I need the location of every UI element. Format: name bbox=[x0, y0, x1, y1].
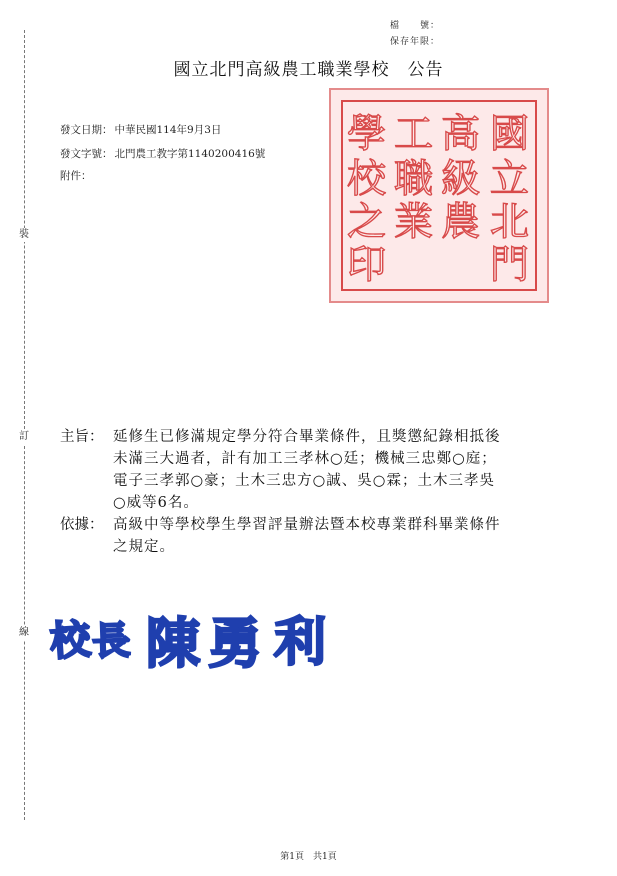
issue-date-label: 發文日期： bbox=[60, 124, 113, 136]
seal-char-col1-d: 門 bbox=[489, 243, 530, 289]
signature-char-4: 勇 bbox=[208, 611, 262, 675]
binding-mark-ding: 訂 bbox=[15, 430, 33, 444]
seal-char-col3-c: 業 bbox=[393, 200, 434, 246]
seal-char-col2-a: 高 bbox=[440, 112, 481, 158]
subject-paragraph bbox=[60, 426, 580, 516]
issue-number-label: 發文字號： bbox=[60, 148, 113, 160]
seal-char-col4-d: 印 bbox=[346, 243, 387, 289]
signature-char-1: 校 bbox=[48, 615, 92, 666]
seal-char-col4-c: 之 bbox=[346, 200, 387, 246]
binding-mark-xian: 線 bbox=[15, 626, 33, 640]
seal-char-col1-b: 立 bbox=[489, 157, 530, 203]
basis-line: 之規定。 bbox=[113, 539, 175, 555]
official-seal bbox=[329, 88, 549, 303]
seal-char-col3-a: 工 bbox=[393, 112, 434, 158]
subject-label: 主旨： bbox=[60, 429, 104, 445]
subject-line: 未滿三大過者，計有加工三孝林○廷；機械三忠鄭○庭； bbox=[113, 451, 497, 467]
retention-period-label: 保存年限： bbox=[390, 37, 441, 47]
subject-text bbox=[113, 426, 583, 514]
seal-frame bbox=[341, 100, 537, 291]
issue-date-row bbox=[60, 122, 223, 137]
subject-line: 電子三孝郭○豪；土木三忠方○誠、吳○霖；土木三孝吳 bbox=[113, 473, 495, 489]
signature-char-5: 利 bbox=[274, 612, 327, 673]
issue-date-value: 中華民國114年9月3日 bbox=[114, 124, 222, 136]
file-number-label: 檔 號： bbox=[390, 21, 441, 31]
attachment-label: 附件： bbox=[60, 170, 92, 182]
issue-number-value: 北門農工教字第1140200416號 bbox=[114, 148, 266, 160]
page-number: 第1頁 共1頁 bbox=[280, 852, 337, 862]
seal-char-col4-a: 學 bbox=[346, 112, 387, 158]
subject-line: ○威等6名。 bbox=[113, 495, 199, 511]
attachment-row bbox=[60, 168, 94, 183]
basis-paragraph bbox=[60, 514, 580, 560]
principal-signature bbox=[48, 596, 358, 676]
document-title: 國立北門高級農工職業學校 公告 bbox=[173, 60, 444, 80]
binding-mark-zhuang: 裝 bbox=[15, 228, 33, 242]
subject-line: 延修生已修滿規定學分符合畢業條件，且獎懲紀錄相抵後 bbox=[113, 429, 501, 445]
seal-char-col3-b: 職 bbox=[393, 157, 434, 203]
issue-number-row bbox=[60, 146, 267, 161]
seal-char-col2-b: 級 bbox=[440, 157, 481, 203]
basis-text bbox=[113, 514, 583, 558]
signature-char-2: 長 bbox=[91, 617, 131, 664]
basis-label: 依據： bbox=[60, 517, 104, 533]
seal-char-col1-c: 北 bbox=[489, 200, 530, 246]
seal-lettering bbox=[343, 102, 535, 289]
seal-char-col2-c: 農 bbox=[440, 200, 481, 246]
seal-char-col1-a: 國 bbox=[489, 112, 530, 158]
binding-line bbox=[24, 30, 25, 820]
signature-char-3: 陳 bbox=[146, 611, 200, 675]
basis-line: 高級中等學校學生學習評量辦法暨本校專業群科畢業條件 bbox=[113, 517, 501, 533]
seal-char-col4-b: 校 bbox=[346, 157, 387, 203]
